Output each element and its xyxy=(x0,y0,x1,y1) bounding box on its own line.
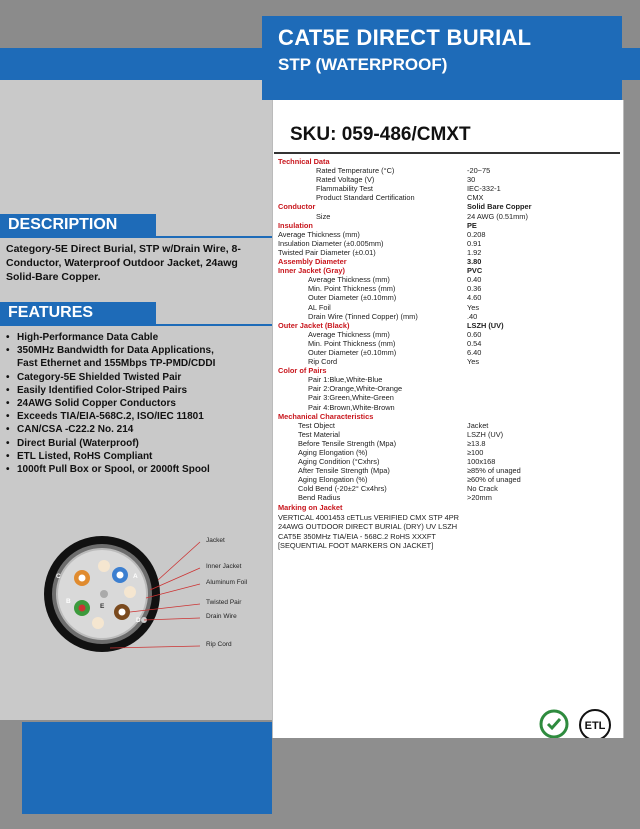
spec-row: Average Thickness (mm) 0.208 xyxy=(278,229,486,239)
spec-row: Pair 3:Green,White-Green xyxy=(308,393,394,403)
spec-row: Cold Bend (-20±2° Cx4hrs) No Crack xyxy=(298,484,498,494)
label-drain-wire: Drain Wire xyxy=(206,613,237,620)
feature-item: • Easily Identified Color-Striped Pairs xyxy=(6,384,188,396)
spec-row: Insulation Diameter (±0.005mm) 0.91 xyxy=(278,238,482,248)
spec-row: Rated Voltage (V) 30 xyxy=(316,175,476,185)
pair-letter: B xyxy=(66,598,71,605)
features-underline xyxy=(0,324,272,326)
bottom-blue-block xyxy=(22,722,272,814)
spec-heading-inner-jacket: Inner Jacket (Gray) PVC xyxy=(278,266,483,276)
product-subtitle: STP (WATERPROOF) xyxy=(278,55,448,74)
spec-row: Min. Point Thickness (mm) 0.36 xyxy=(308,284,482,294)
cable-diagram-svg xyxy=(40,520,270,670)
feature-item: • High-Performance Data Cable xyxy=(6,332,159,343)
spec-row: Pair 1:Blue,White-Blue xyxy=(308,375,383,385)
spec-row: Twisted Pair Diameter (±0.01) 1.92 xyxy=(278,247,482,257)
feature-item: • Category-5E Shielded Twisted Pair xyxy=(6,371,182,383)
spec-row: Flammability Test IEC-332-1 xyxy=(316,184,501,194)
spec-row: Bend Radius >20mm xyxy=(298,493,492,503)
marking-line: CAT5E 350MHz TIA/EIA - 568C.2 RoHS XXXFT xyxy=(278,531,436,541)
feature-item: • Direct Burial (Waterproof) xyxy=(6,437,139,449)
feature-item: • ETL Listed, RoHS Compliant xyxy=(6,450,153,462)
spec-heading-marking: Marking on Jacket xyxy=(278,502,343,512)
features-heading: FEATURES xyxy=(0,302,156,324)
pair-letter: D xyxy=(136,617,141,624)
spec-row: Before Tensile Strength (Mpa) ≥13.8 xyxy=(298,438,486,448)
etl-text: ETL xyxy=(584,720,606,732)
label-rip-cord: Rip Cord xyxy=(206,641,232,648)
spec-heading-color-pairs: Color of Pairs xyxy=(278,366,327,376)
cable-cross-section xyxy=(40,520,270,670)
sku-label: SKU: 059-486/CMXT xyxy=(290,124,471,145)
product-title: CAT5E DIRECT BURIAL xyxy=(278,25,532,50)
feature-item: • Exceeds TIA/EIA-568C.2, ISO/IEC 11801 xyxy=(6,411,204,423)
features-list xyxy=(6,331,268,476)
description-underline xyxy=(0,236,272,238)
spec-row: Aging Elongation (%) ≥60% of unaged xyxy=(298,475,521,485)
pair-letter: E xyxy=(100,603,105,610)
spec-row: Test Material LSZH (UV) xyxy=(298,429,504,439)
spec-row: Aging Condition (°Cxhrs) 100x168 xyxy=(298,457,496,467)
spec-heading-assembly: Assembly Diameter 3.80 xyxy=(278,257,482,267)
marking-line: 24AWG OUTDOOR DIRECT BURIAL (DRY) UV LSZH xyxy=(278,522,458,532)
feature-item: • 1000ft Pull Box or Spool, or 2000ft Spool xyxy=(6,464,210,476)
spec-row: Product Standard Certification CMX xyxy=(316,193,484,203)
feature-item: Fast Ethernet and 155Mbps TP-PMD/CDDI xyxy=(17,358,216,370)
spec-row: Min. Point Thickness (mm) 0.54 xyxy=(308,338,482,348)
spec-row: Pair 4:Brown,White-Brown xyxy=(308,402,395,412)
spec-heading-mechanical: Mechanical Characteristics xyxy=(278,411,374,421)
label-twisted-pair: Twisted Pair xyxy=(206,599,242,606)
spec-row: After Tensile Strength (Mpa) ≥85% of unaged xyxy=(298,466,521,476)
spec-heading-conductor: Conductor Solid Bare Copper xyxy=(278,202,532,212)
spec-heading-technical: Technical Data xyxy=(278,157,330,166)
pair-letter: C xyxy=(56,573,61,580)
title-box xyxy=(262,16,622,100)
spec-row: Average Thickness (mm) 0.60 xyxy=(308,329,482,339)
feature-item: • 350MHz Bandwidth for Data Applications, xyxy=(6,345,214,357)
description-heading: DESCRIPTION xyxy=(0,214,156,236)
spec-heading-insulation: Insulation PE xyxy=(278,220,477,230)
pair-letter: A xyxy=(133,573,138,580)
spec-row: Outer Diameter (±0.10mm) 4.60 xyxy=(308,293,482,303)
marking-line: VERTICAL 4001453 cETLus VERIFIED CMX STP 4PR xyxy=(278,512,460,522)
description-text: Category-5E Direct Burial, STP w/Drain Wire, 8-Conductor, Waterproof Outdoor Jacket, 24awg Solid-Bare Copper. xyxy=(6,243,241,283)
spec-row: Size 24 AWG (0.51mm) xyxy=(316,211,528,221)
spec-table xyxy=(278,157,618,551)
marking-block xyxy=(278,513,618,551)
label-jacket: Jacket xyxy=(206,537,225,544)
spec-row: Pair 2:Orange,White-Orange xyxy=(308,384,403,394)
feature-item: • CAN/CSA -C22.2 No. 214 xyxy=(6,424,134,436)
label-inner-jacket: Inner Jacket xyxy=(206,563,242,570)
spec-row: Aging Elongation (%) ≥100 xyxy=(298,448,484,457)
spec-row: Rip Cord Yes xyxy=(308,357,480,367)
marking-line: [SEQUENTIAL FOOT MARKERS ON JACKET] xyxy=(278,541,434,551)
spec-row: Test Object Jacket xyxy=(298,420,489,430)
spec-row: Rated Temperature (°C) -20~75 xyxy=(316,166,491,176)
spec-row: Average Thickness (mm) 0.40 xyxy=(308,275,482,285)
spec-row: AL Foil Yes xyxy=(308,302,480,312)
spec-heading-outer-jacket: Outer Jacket (Black) LSZH (UV) xyxy=(278,320,504,330)
feature-item: • 24AWG Solid Copper Conductors xyxy=(6,398,176,410)
spec-row: Outer Diameter (±0.10mm) 6.40 xyxy=(308,347,482,357)
label-aluminum-foil: Aluminum Foil xyxy=(206,579,248,586)
sku-divider xyxy=(274,152,620,154)
spec-row: Drain Wire (Tinned Copper) (mm) .40 xyxy=(308,311,478,321)
